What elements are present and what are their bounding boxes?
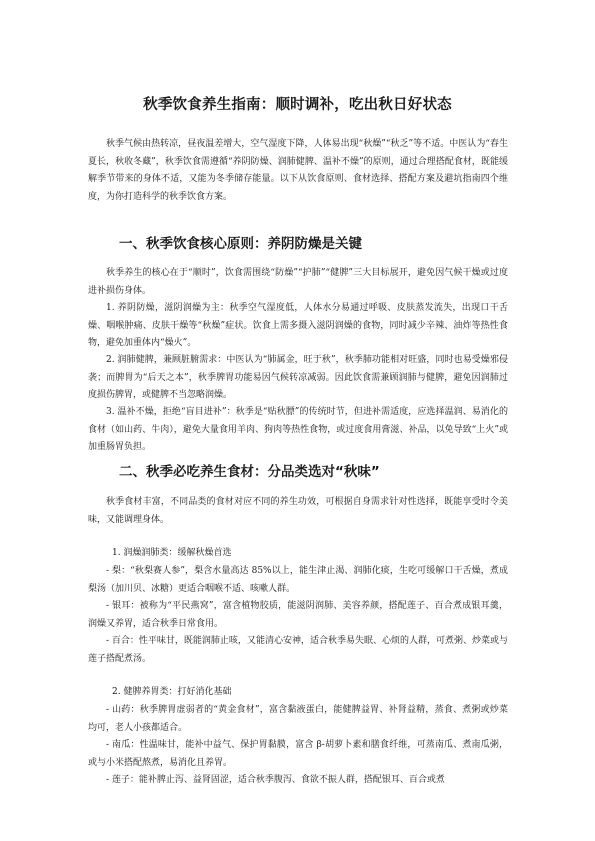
food-item: - 山药：秋季脾胃虚弱者的“黄金食材”，富含黏液蛋白，能健脾益胃、补肾益精，蒸食、煮粥或炒菜均可，老人小孩都适合。: [88, 705, 508, 733]
section-1-lead: 秋季养生的核心在于“顺时”，饮食需围绕“防燥”“护肺”“健脾”三大目标展开，避免因气候干燥或过度进补损伤身体。: [88, 268, 508, 296]
section-1-item: 2. 润肺健脾，兼顾脏腑需求：中医认为“肺属金，旺于秋”，秋季肺功能相对旺盛，同时也易受燥邪侵袭；而脾胃为“后天之本”，秋季脾胃功能易因气候转凉减弱。因此饮食需兼顾润肺与健脾，避免因润肺过度损伤脾胃，或健脾不当忽略润燥。: [88, 355, 508, 400]
section-2-heading: 二、秋季必吃养生食材：分品类选对“秋味”: [119, 464, 380, 480]
intro-paragraph: 秋季气候由热转凉，昼夜温差增大，空气湿度下降，人体易出现“秋燥”“秋乏”等不适。中医认为“春生夏长，秋收冬藏”，秋季饮食需遵循“养阴防燥、润肺健脾、温补不燥”的原则，通过合理搭配食材，既能缓解季节带来的身体不适，又能为冬季储存能量。以下从饮食原则、食材选择、搭配方案及避坑指南四个维度，为你打造科学的秋季饮食方案。: [88, 139, 508, 202]
subsection-title: 1. 润燥润肺类：缓解秋燥首选: [112, 548, 232, 558]
section-1-heading: 一、秋季饮食核心原则：养阴防燥是关键: [119, 236, 362, 252]
page-title: 秋季饮食养生指南：顺时调补，吃出秋日好状态: [143, 97, 452, 113]
food-item: - 银耳：被称为“平民燕窝”，富含植物胶质，能滋阴润肺、美容养颜，搭配莲子、百合煮成银耳羹，润燥又养胃，适合秋季日常食用。: [88, 601, 508, 629]
food-item: - 百合：性平味甘，既能润肺止咳，又能清心安神，适合秋季易失眠、心烦的人群，可煮粥、炒菜或与莲子搭配煮汤。: [88, 636, 508, 664]
food-item: - 南瓜：性温味甘，能补中益气、保护胃黏膜，富含 β-胡萝卜素和膳食纤维，可蒸南瓜、煮南瓜粥，或与小米搭配熬煮，易消化且养胃。: [88, 740, 508, 768]
section-2-lead: 秋季食材丰富，不同品类的食材对应不同的养生功效，可根据自身需求针对性选择，既能享受时令美味，又能调理身体。: [88, 497, 508, 525]
food-item: - 梨：“秋梨赛人参”，梨含水量高达 85%以上，能生津止渴、润肺化痰，生吃可缓解口干舌燥，煮成梨汤（加川贝、冰糖）更适合咽喉不适、咳嗽人群。: [88, 566, 508, 594]
section-1-item: 1. 养阴防燥，滋阴润燥为主：秋季空气湿度低，人体水分易通过呼吸、皮肤蒸发流失，出现口干舌燥、咽喉肿痛、皮肤干燥等“秋燥”症状。饮食上需多摄入滋阴润燥的食物，同时减少辛辣、油炸等热性食物，避免加重体内“燥火”。: [88, 303, 508, 348]
subsection-title: 2. 健脾养胃类：打好消化基础: [112, 687, 232, 697]
section-1-item: 3. 温补不燥，拒绝“盲目进补”：秋季是“贴秋膘”的传统时节，但进补需适度，应选择温润、易消化的食材（如山药、牛肉），避免大量食用羊肉、狗肉等热性食物，或过度食用膏滋、补品，以免导致“上火”或加重肠胃负担。: [88, 407, 508, 452]
food-item: - 莲子：能补脾止泻、益肾固涩，适合秋季腹泻、食欲不振人群，搭配银耳、百合或煮: [106, 775, 445, 785]
